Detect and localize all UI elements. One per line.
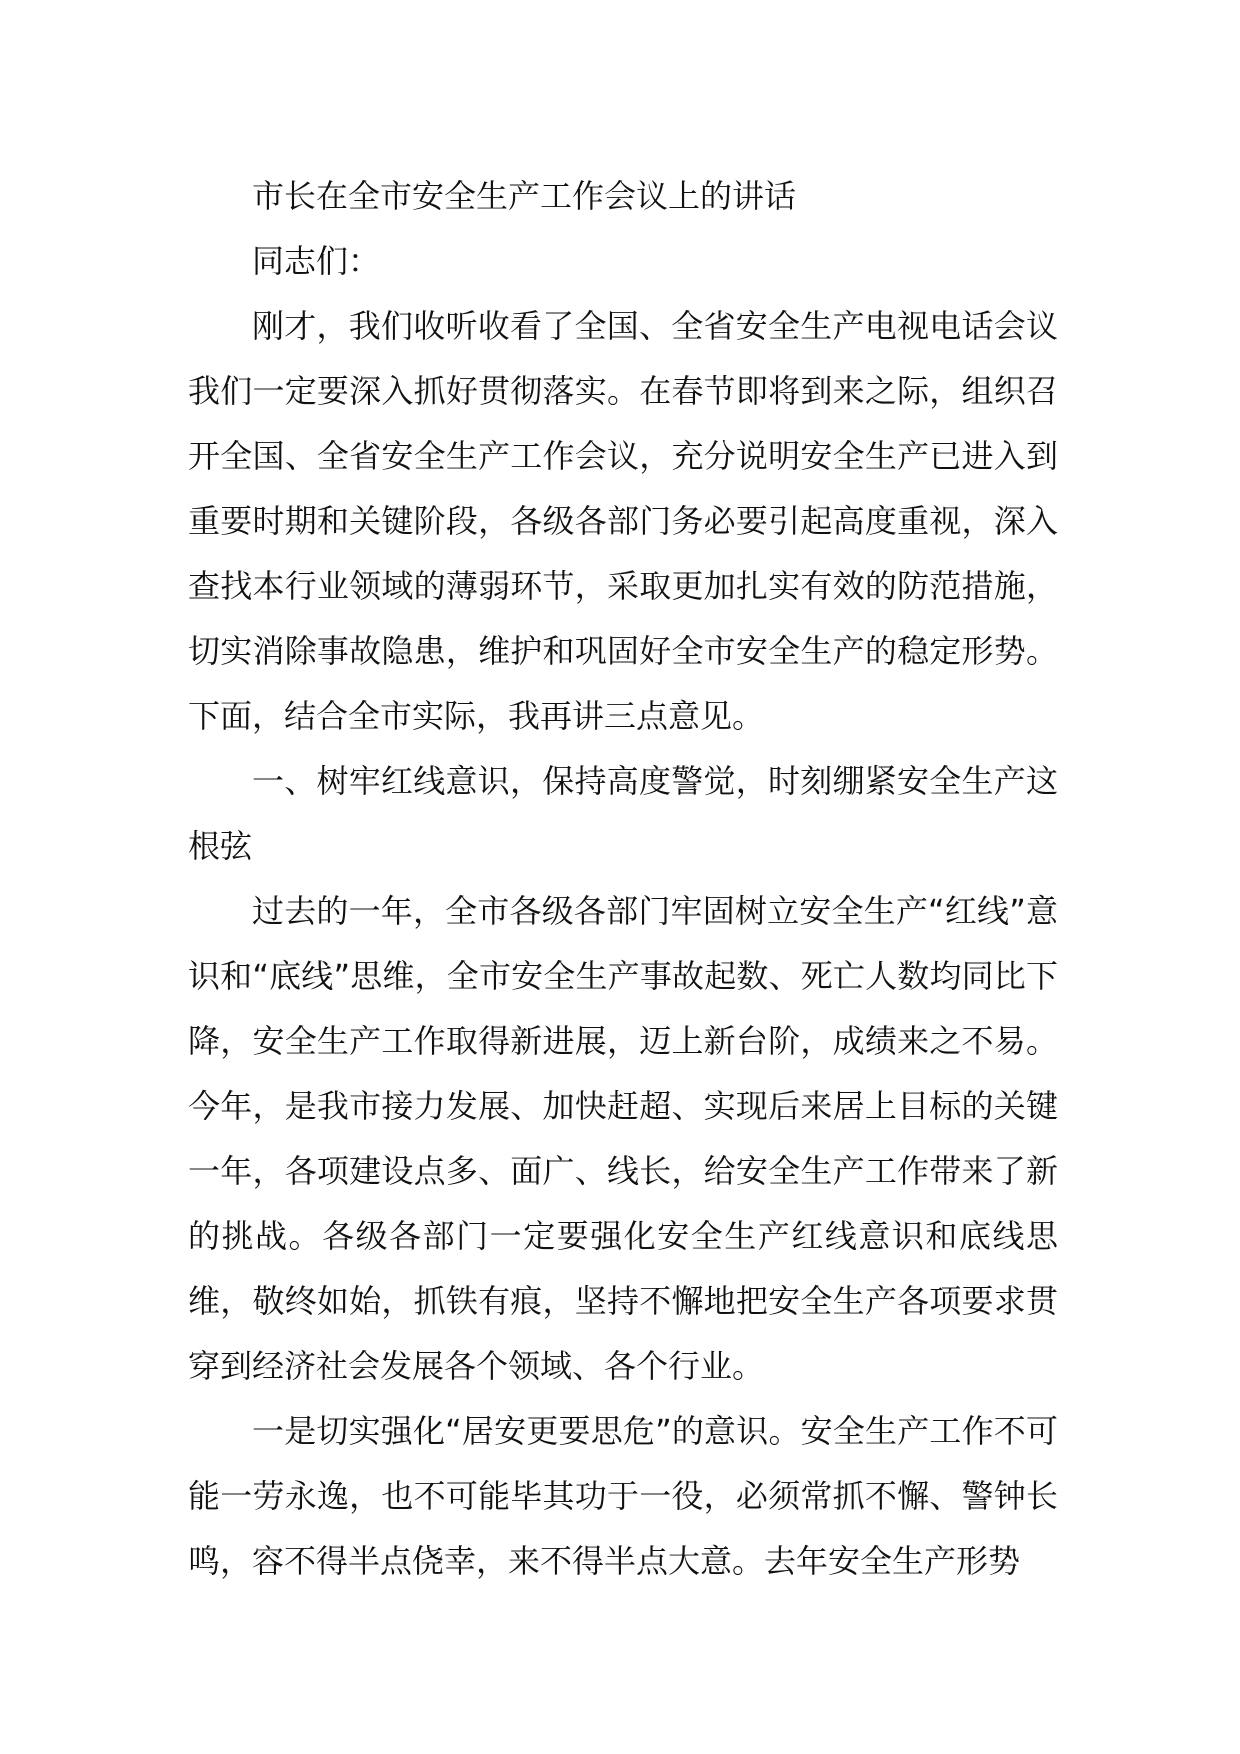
paragraph-opening: 刚才，我们收听收看了全国、全省安全生产电视电话会议我们一定要深入抓好贯彻落实。在春节即将到来之际，组织召开全国、全省安全生产工作会议，充分说明安全生产已进入到重要时期和关键阶段，各级各部门务必要引起高度重视，深入查找本行业领域的薄弱环节，采取更加扎实有效的防范措施，切实消除事故隐患，维护和巩固好全市安全生产的稳定形势。下面，结合全市实际，我再讲三点意见。: [188, 307, 1058, 735]
paragraph-point-1: 一是切实强化“居安更要思危”的意识。安全生产工作不可能一劳永逸，也不可能毕其功于一役，必须常抓不懈、警钟长鸣，容不得半点侥幸，来不得半点大意。去年安全生产形势: [188, 1412, 1058, 1580]
paragraph-review: 过去的一年，全市各级各部门牢固树立安全生产“红线”意识和“底线”思维，全市安全生产事故起数、死亡人数均同比下降，安全生产工作取得新进展，迈上新台阶，成绩来之不易。今年，是我市接力发展、加快赶超、实现后来居上目标的关键一年，各项建设点多、面广、线长，给安全生产工作带来了新的挑战。各级各部门一定要强化安全生产红线意识和底线思维，敬终如始，抓铁有痕，坚持不懈地把安全生产各项要求贯穿到经济社会发展各个领域、各个行业。: [188, 892, 1058, 1385]
section-heading-1: 一、树牢红线意识，保持高度警觉，时刻绷紧安全生产这根弦: [188, 762, 1058, 865]
document-body: [188, 164, 1058, 1594]
salutation: 同志们：: [252, 242, 381, 280]
document-title: 市长在全市安全生产工作会议上的讲话: [252, 177, 797, 215]
